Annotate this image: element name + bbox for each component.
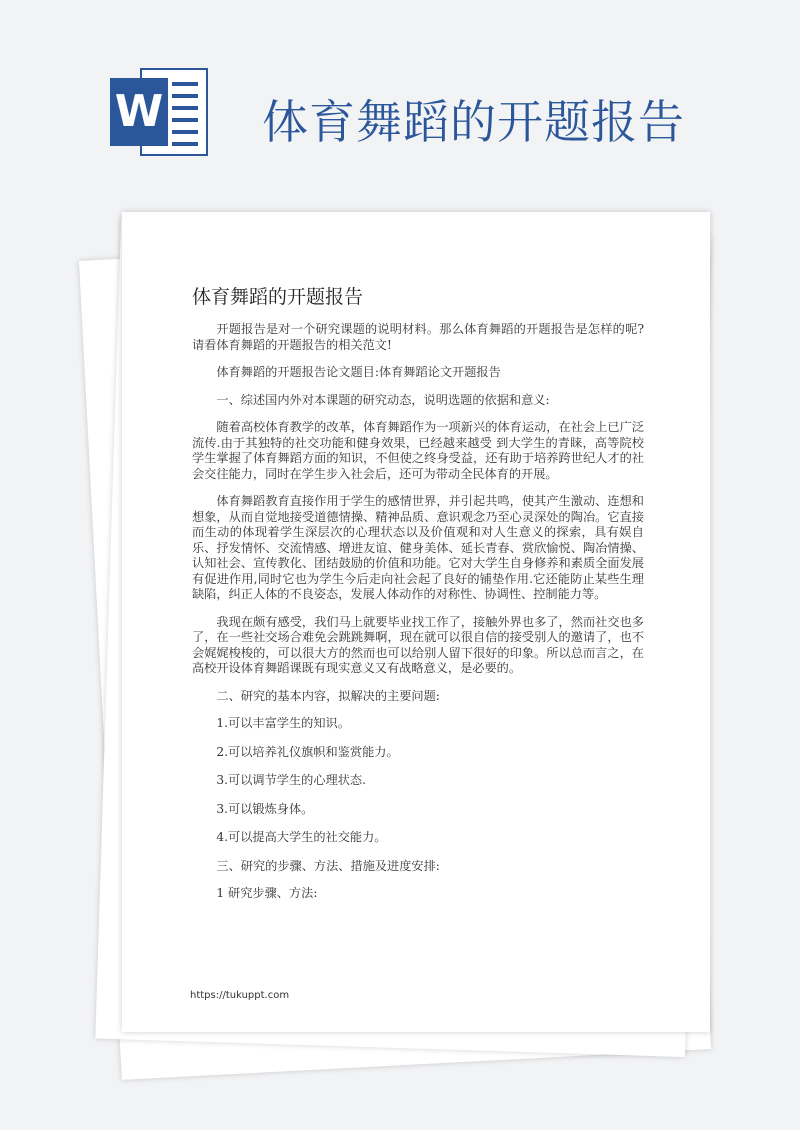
list-item: 1.可以丰富学生的知识。 — [216, 716, 350, 730]
paragraph: 我现在颇有感受，我们马上就要毕业找工作了，接触外界也多了，然而社交也多了，在一些社交场合难免会跳跳舞啊，现在就可以很自信的接受别人的邀请了，也不会娓娓梭梭的，可以很大方的然而也可以给别人留下很好的印象。所以总而言之，在高校开设体育舞蹈课既有现实意义又有战略意义，是必要的。 — [192, 614, 644, 675]
section-heading: 二、研究的基本内容，拟解决的主要问题: — [216, 688, 440, 703]
word-icon — [110, 68, 210, 156]
word-badge: W — [110, 78, 168, 146]
paragraph: 开题报告是对一个研究课题的说明材料。那么体育舞蹈的开题报告是怎样的呢?请看体育舞蹈的开题报告的相关范文! — [192, 322, 644, 352]
section-heading: 三、研究的步骤、方法、措施及进度安排: — [216, 858, 440, 873]
footer-url[interactable]: https://tukuppt.com — [190, 990, 290, 1001]
list-item: 2.可以培养礼仪旗帜和鉴赏能力。 — [216, 744, 399, 759]
paragraph: 体育舞蹈的开题报告论文题目:体育舞蹈论文开题报告 — [216, 365, 501, 379]
banner-title: 体育舞蹈的开题报告 — [262, 95, 685, 149]
list-item: 3.可以锻炼身体。 — [216, 801, 314, 816]
list-item: 3.可以调节学生的心理状态. — [216, 773, 366, 787]
list-item: 4.可以提高大学生的社交能力。 — [216, 830, 387, 844]
list-item: 1 研究步骤、方法: — [216, 886, 318, 900]
paragraph: 体育舞蹈教育直接作用于学生的感情世界，并引起共鸣，使其产生激动、连想和想象，从而自觉地接受道德情操、精神品质、意识观念乃至心灵深处的陶冶。它直接而生动的体现着学生深层次的心理状态以及价值观和对人生意义的探索，具有娱自乐、抒发情怀、交流情感、增进友谊、健身美体、延长青春、赏欣愉悦、陶冶情操、认知社会、宣传教化、团结鼓励的价值和功能。它对大学生自身修养和素质全面发展有促进作用,同时它也为学生今后走向社会起了良好的铺垫作用.它还能防止某些生理缺陷，纠正人体的不良姿态，发展人体动作的对称性、协调性、控制能力等。 — [192, 494, 644, 601]
paragraph: 一、综述国内外对本课题的研究动态，说明选题的依据和意义: — [216, 392, 550, 407]
document-body — [192, 322, 644, 914]
document-page — [122, 212, 710, 1032]
document-title: 体育舞蹈的开题报告 — [192, 286, 364, 308]
paragraph: 随着高校体育教学的改革，体育舞蹈作为一项新兴的体育运动，在社会上已广泛流传.由于其独特的社交功能和健身效果，已经越来越受 到大学生的青睐，高等院校学生掌握了体育舞蹈方面的知识，不但使之终身受益，还有助于培养跨世纪人才的社会交往能力，同时在学生步入社会后，还可为带动全民体育的开展。 — [192, 420, 644, 481]
